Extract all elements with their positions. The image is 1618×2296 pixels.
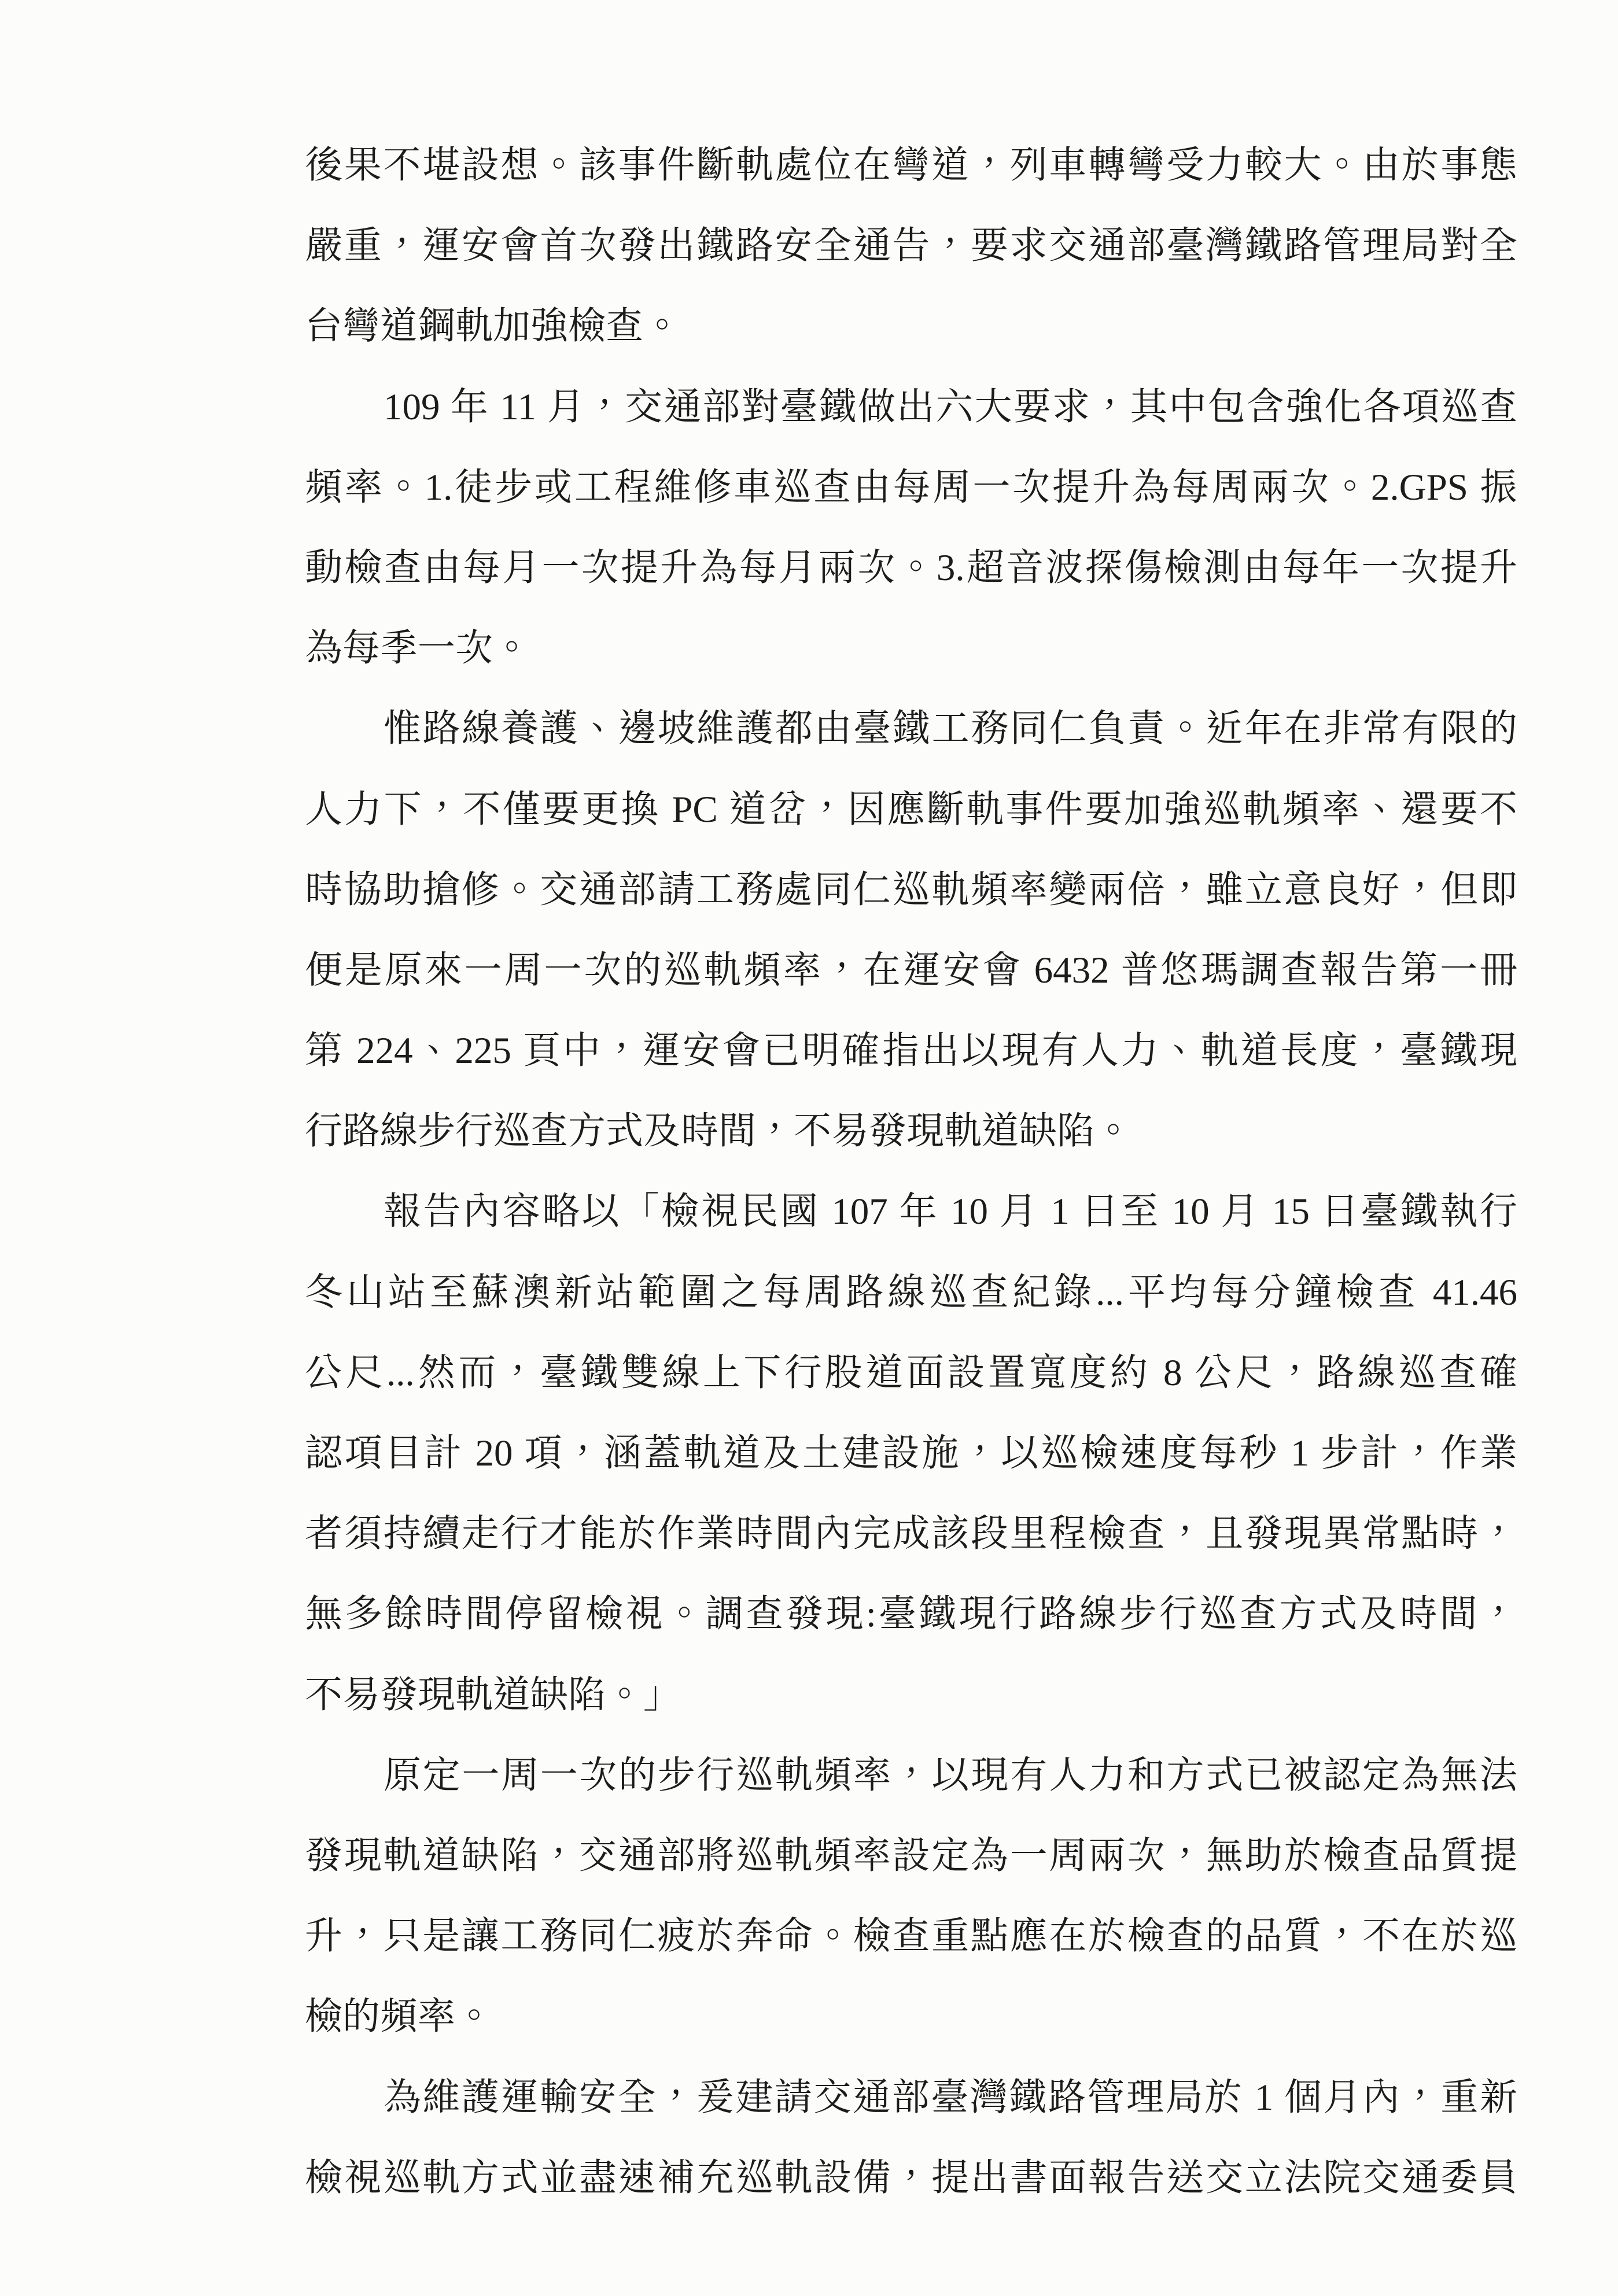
paragraph xyxy=(305,1736,1517,2058)
paragraph xyxy=(305,125,1517,367)
paragraph xyxy=(305,367,1517,689)
text-line: 不易發現軌道缺陷。」 xyxy=(305,1674,681,1716)
text-line: 公尺...然而，臺鐵雙線上下行股道面設置寬度約 8 公尺，路線巡查確 xyxy=(305,1352,1517,1394)
text-line: 行路線步行巡查方式及時間，不易發現軌道缺陷。 xyxy=(305,1110,1133,1153)
text-line: 動檢查由每月一次提升為每月兩次。3.超音波探傷檢測由每年一次提升 xyxy=(305,547,1517,589)
text-line: 檢視巡軌方式並盡速補充巡軌設備，提出書面報告送交立法院交通委員 xyxy=(305,2157,1517,2199)
text-line: 為維護運輸安全，爰建請交通部臺灣鐵路管理局於 1 個月內，重新 xyxy=(384,2076,1517,2118)
text-line: 嚴重，運安會首次發出鐵路安全通告，要求交通部臺灣鐵路管理局對全 xyxy=(305,225,1517,267)
text-line: 便是原來一周一次的巡軌頻率，在運安會 6432 普悠瑪調查報告第一冊 xyxy=(305,949,1517,991)
document-body xyxy=(305,125,1517,2219)
text-line: 發現軌道缺陷，交通部將巡軌頻率設定為一周兩次，無助於檢查品質提 xyxy=(305,1834,1517,1877)
paragraph xyxy=(305,2058,1517,2219)
text-line: 者須持續走行才能於作業時間內完成該段里程檢查，且發現異常點時， xyxy=(305,1513,1517,1555)
quoted-paragraph xyxy=(305,1172,1517,1735)
text-line: 後果不堪設想。該事件斷軌處位在彎道，列車轉彎受力較大。由於事態 xyxy=(305,145,1517,186)
text-line: 109 年 11 月，交通部對臺鐵做出六大要求，其中包含強化各項巡查 xyxy=(384,386,1517,428)
text-line: 人力下，不僅要更換 PC 道岔，因應斷軌事件要加強巡軌頻率、還要不 xyxy=(305,788,1517,830)
text-line: 台彎道鋼軌加強檢查。 xyxy=(305,305,681,348)
text-line: 報告內容略以「檢視民國 107 年 10 月 1 日至 10 月 15 日臺鐵執行 xyxy=(384,1191,1517,1233)
text-line: 為每季一次。 xyxy=(305,627,531,670)
text-line: 升，只是讓工務同仁疲於奔命。檢查重點應在於檢查的品質，不在於巡 xyxy=(305,1915,1517,1958)
text-line: 原定一周一次的步行巡軌頻率，以現有人力和方式已被認定為無法 xyxy=(384,1754,1517,1796)
text-line: 時協助搶修。交通部請工務處同仁巡軌頻率變兩倍，雖立意良好，但即 xyxy=(305,869,1517,911)
paragraph xyxy=(305,689,1517,1172)
text-line: 認項目計 20 項，涵蓋軌道及土建設施，以巡檢速度每秒 1 步計，作業 xyxy=(305,1433,1517,1474)
text-line: 惟路線養護、邊坡維護都由臺鐵工務同仁負責。近年在非常有限的 xyxy=(384,708,1517,750)
text-line: 頻率。1.徒步或工程維修車巡查由每周一次提升為每周兩次。2.GPS 振 xyxy=(305,466,1517,508)
text-line: 無多餘時間停留檢視。調查發現:臺鐵現行路線步行巡查方式及時間， xyxy=(305,1593,1517,1636)
text-line: 檢的頻率。 xyxy=(305,1996,493,2038)
text-line: 第 224、225 頁中，運安會已明確指出以現有人力、軌道長度，臺鐵現 xyxy=(305,1030,1517,1072)
text-line: 冬山站至蘇澳新站範圍之每周路線巡查紀錄...平均每分鐘檢查 41.46 xyxy=(305,1271,1517,1313)
